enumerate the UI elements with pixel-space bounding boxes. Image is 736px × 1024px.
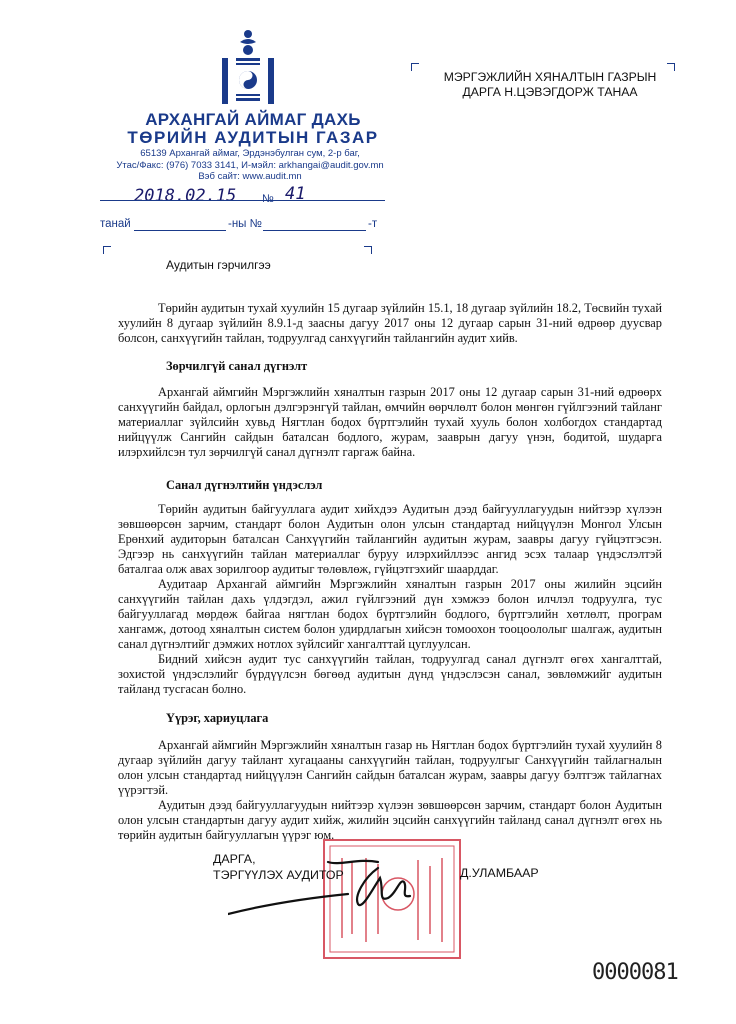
signer-title-line2: ТЭРГҮҮЛЭХ АУДИТОР — [213, 868, 344, 882]
body-paragraph: Архангай аймгийн Мэргэжлийн хяналтын газрын 2017 оны 12 дугаар сарын 31-ний өдрөөрх санхүүгийн байдал, орлогын дэлгэрэнгүй тайлан, өмчийн өөрчлөлт болон мөнгөн гүйлгээний тайланг материаллаг зүйлсийн хувьд Нягтлан бодох бүртгэлийн тухай хууль болон холбогдох стандартад нийцүүлж Сангийн сайдын баталсан бодлого, журам, зааврын дагуу үнэн, бодитой, шударга илэрхийлсэн тул зөрчилгүй санал дүгнэлт гаргаж байна. — [118, 385, 662, 459]
address-line: 65139 Архангай аймаг, Эрдэнэбулган сум, 2-р баг, — [140, 148, 360, 159]
body-paragraph: Бидний хийсэн аудит тус санхүүгийн тайлан, тодруулгад санал дүгнэлт өгөх хангалттай, зохистой үндэслэлийг бүрдүүлсэн бөгөөд аудитын дүнд үндэслэсэн санал, зөвлөмжийг аудитын тайланд тусгасан болно. — [118, 652, 662, 696]
body-paragraph: Төрийн аудитын байгууллага аудит хийхдээ Аудитын дээд байгууллагуудын нийтээр хүлээн зөвшөөрсөн зарчим, стандарт болон Аудитын олон улсын стандартад нийцүүлэн Монгол Улсын Ерөнхий аудиторын баталсан Санхүүгийн тайлангийн аудитын журам, заавры дагуу гүйцэтгэсэн. Эдгээр нь санхүүгийн тайлан материаллаг буруу илэрхийллээс ангид эсэх талаар үндэслэлтэй баталгаа олж авах зорилгоор аудитыг төлөвлөж, гүйцэтгэхийг шаарддаг. — [118, 502, 662, 576]
ref-date-blank — [134, 230, 226, 231]
signer-title — [213, 851, 344, 883]
section-heading: Санал дүгнэлтийн үндэслэл — [166, 478, 323, 492]
ref-suffix: -т — [368, 218, 378, 230]
recipient-line1: МЭРГЭЖЛИЙН ХЯНАЛТЫН ГАЗРЫН — [443, 70, 657, 84]
number-label: № — [262, 193, 274, 205]
body-paragraph: Аудитаар Архангай аймгийн Мэргэжлийн хяналтын газрын 2017 оны жилийн эцсийн санхүүгийн тайлан дахь үлдэгдэл, ажил гүйлгээний дүн хэмжээ болон илчлэл тодруулга, тус байгууллагад мөрдөж байгаа нягтлан бодох бүртгэлийн бодлого, бүртгэлийн хөтлөлт, програм хангамж, дотоод хяналтын систем болон удирдлагын хийсэн томоохон тооцоололыг шалгаж, аудитын санал дүгнэлтийг дэмжих нотлох зүйлсийг хангалттай цуглуулсан. — [118, 577, 662, 651]
website-line: Вэб сайт: www.audit.mn — [198, 171, 302, 182]
ref-number-blank — [263, 230, 366, 231]
serial-number: 0000081 — [592, 960, 678, 985]
subject-line: Аудитын гэрчилгээ — [166, 258, 271, 272]
handwritten-date: 2018.02.15 — [134, 186, 237, 206]
org-name-line2: ТӨРИЙН АУДИТЫН ГАЗАР — [127, 128, 379, 147]
state-emblem-icon — [218, 28, 278, 108]
recipient-block — [430, 70, 670, 99]
signer-name: Д.УЛАМБААР — [460, 866, 539, 880]
org-address — [100, 148, 400, 183]
date-underline — [100, 200, 385, 201]
section-heading: Үүрэг, хариуцлага — [166, 711, 269, 725]
ref-number-label: -ны № — [228, 218, 262, 230]
corner-mark — [103, 246, 111, 254]
handwritten-number: 41 — [285, 184, 306, 204]
corner-mark — [364, 246, 372, 254]
recipient-line2: ДАРГА Н.ЦЭВЭГДОРЖ ТАНАА — [462, 84, 638, 99]
your-ref-label: танай — [100, 218, 131, 230]
org-name-line1: АРХАНГАЙ АЙМАГ ДАХЬ — [145, 110, 361, 129]
corner-mark — [411, 63, 419, 71]
body-paragraph: Төрийн аудитын тухай хуулийн 15 дугаар зүйлийн 15.1, 18 дугаар зүйлийн 18.2, Төсвийн тухай хуулийн 8 дугаар зүйлийн 8.9.1-д заасны дагуу 2017 оны 12 дугаар сарын 31-ний өдрөөр дуусвар болсон, санхүүгийн тайлан, тодруулгад санхүүгийн тайлангийн аудит хийв. — [118, 301, 662, 345]
body-paragraph: Архангай аймгийн Мэргэжлийн хяналтын газар нь Нягтлан бодох бүртгэлийн тухай хуулийн 8 дугаар зүйлийн дагуу тайлант хугацааны санхүүгийн тайлан, тодруулгыг Санхүүгийн тайлагналын олон улсын стандартад нийцүүлэн Сангийн сайдын баталсан журам, заавры дагуу бэлтгэж тайлагнах үүрэгтэй. — [118, 738, 662, 797]
contact-line: Утас/Факс: (976) 7033 3141, И-мэйл: arkhangai@audit.gov.mn — [116, 159, 384, 171]
signer-title-line1: ДАРГА, — [213, 852, 256, 866]
body-paragraph: Аудитын дээд байгууллагуудын нийтээр хүлээн зөвшөөрсөн зарчим, стандарт болон Аудитын олон улсын стандартын дагуу аудит хийж, жилийн эцсийн санхүүгийн тайланд санал дүгнэлт өгөх нь төрийн аудитын байгууллагын үүрэг юм. — [118, 798, 662, 842]
section-heading: Зөрчилгүй санал дүгнэлт — [166, 359, 308, 373]
